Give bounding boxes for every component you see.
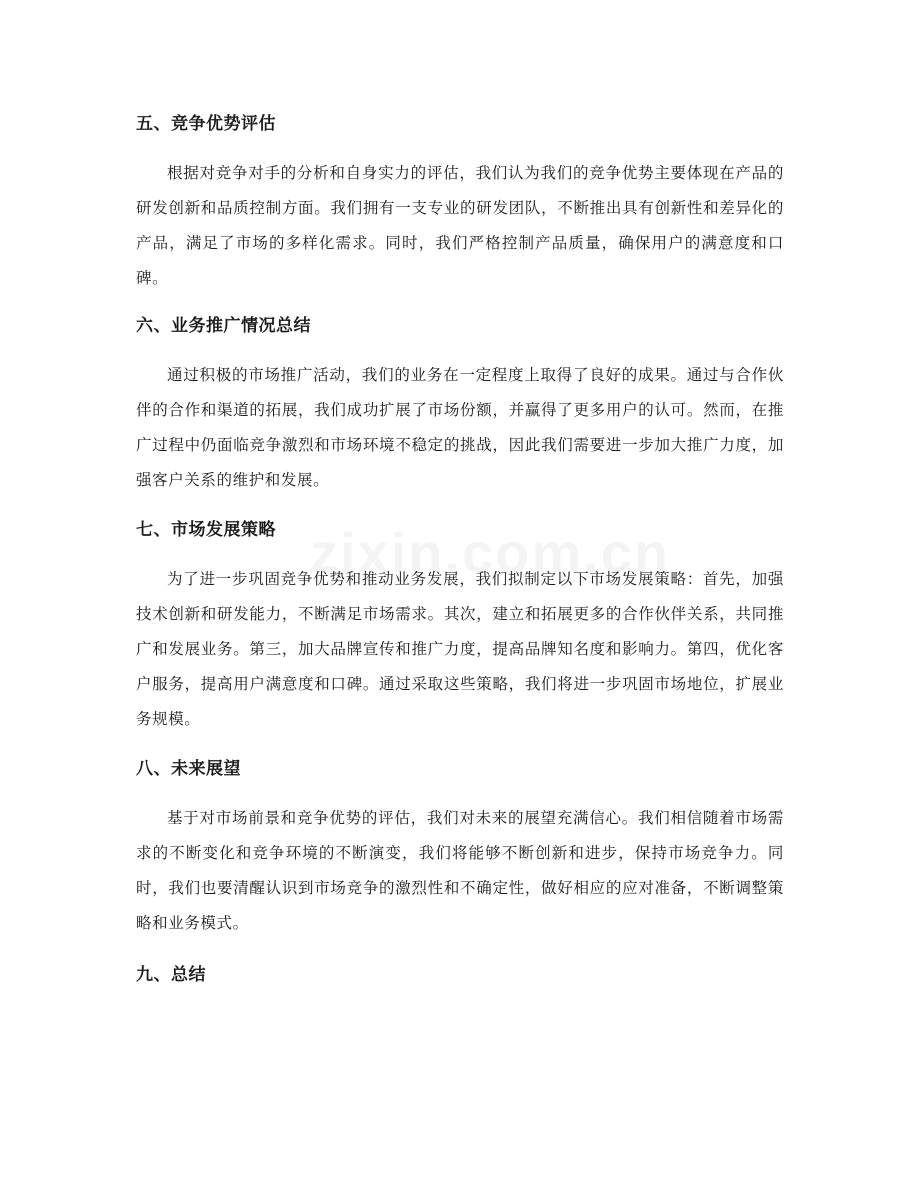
section-paragraph-8: 基于对市场前景和竞争优势的评估，我们对未来的展望充满信心。我们相信随着市场需求的不断变化和竞争环境的不断演变，我们将能够不断创新和进步，保持市场竞争力。同时，我们也要清醒认识到市场竞争的激烈性和不确定性，做好相应的应对准备，不断调整策略和业务模式。 [136, 809, 784, 932]
section-heading-8: 八、未来展望 [136, 759, 241, 779]
document-page [136, 100, 784, 987]
section-heading-6: 六、业务推广情况总结 [136, 316, 311, 336]
section-heading-5: 五、竞争优势评估 [136, 114, 276, 134]
section-heading-7: 七、市场发展策略 [136, 520, 276, 540]
section-heading-9: 九、总结 [136, 965, 206, 985]
section-paragraph-5: 根据对竞争对手的分析和自身实力的评估，我们认为我们的竞争优势主要体现在产品的研发创新和品质控制方面。我们拥有一支专业的研发团队，不断推出具有创新性和差异化的产品，满足了市场的多样化需求。同时，我们严格控制产品质量，确保用户的满意度和口碑。 [136, 164, 784, 287]
section-paragraph-6: 通过积极的市场推广活动，我们的业务在一定程度上取得了良好的成果。通过与合作伙伴的合作和渠道的拓展，我们成功扩展了市场份额，并赢得了更多用户的认可。然而，在推广过程中仍面临竞争激烈和市场环境不稳定的挑战，因此我们需要进一步加大推广力度，加强客户关系的维护和发展。 [136, 366, 784, 489]
section-paragraph-7: 为了进一步巩固竞争优势和推动业务发展，我们拟制定以下市场发展策略：首先，加强技术创新和研发能力，不断满足市场需求。其次，建立和拓展更多的合作伙伴关系，共同推广和发展业务。第三，加大品牌宣传和推广力度，提高品牌知名度和影响力。第四，优化客户服务，提高用户满意度和口碑。通过采取这些策略，我们将进一步巩固市场地位，扩展业务规模。 [136, 570, 784, 728]
